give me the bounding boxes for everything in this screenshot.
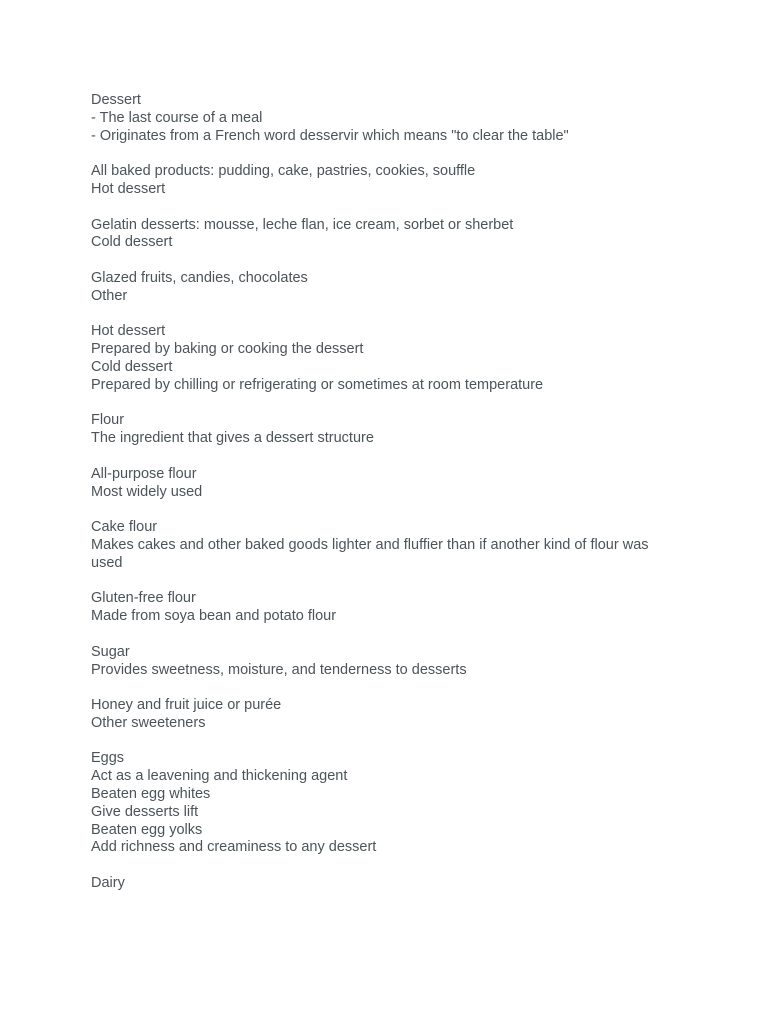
text-line: Add richness and creaminess to any dessert [91,839,377,856]
text-line: Most widely used [91,483,203,500]
text-line: Dessert [91,92,141,108]
paragraph-dessert [91,92,681,145]
text-line: Cake flour [91,519,158,536]
text-line: Flour [91,412,125,429]
text-line: Dairy [91,875,125,892]
text-line: The ingredient that gives a dessert structure [91,430,374,447]
paragraph-hot-dessert-products [91,163,681,199]
text-line: All baked products: pudding, cake, pastries, cookies, souffle [91,163,476,180]
text-line: Makes cakes and other baked goods lighter and fluffier than if another kind of flour was used [91,536,649,571]
text-line: Gelatin desserts: mousse, leche flan, ice cream, sorbet or sherbet [91,216,514,233]
text-line: Cold dessert [91,358,173,375]
text-line: Sugar [91,643,130,660]
text-line: Eggs [91,750,125,767]
text-line: Other [91,287,128,304]
paragraph-other-products [91,270,681,306]
text-line: Hot dessert [91,180,166,197]
document-body [91,92,681,911]
text-line: Made from soya bean and potato flour [91,608,337,625]
text-line: Provides sweetness, moisture, and tenderness to desserts [91,661,467,678]
paragraph-other-sweeteners [91,697,681,733]
text-line: Act as a leavening and thickening agent [91,768,348,785]
paragraph-cake-flour [91,519,681,572]
text-line: Give desserts lift [91,803,199,820]
paragraph-eggs [91,750,681,857]
text-line: Other sweeteners [91,714,206,731]
paragraph-gluten-free-flour [91,590,681,626]
text-line: Hot dessert [91,323,166,340]
paragraph-all-purpose-flour [91,466,681,502]
paragraph-cold-dessert-products [91,217,681,253]
paragraph-preparation [91,323,681,394]
text-line: All-purpose flour [91,465,197,482]
text-line: Glazed fruits, candies, chocolates [91,269,308,286]
paragraph-dairy [91,875,681,893]
text-line: Honey and fruit juice or purée [91,697,282,714]
text-line: Prepared by chilling or refrigerating or sometimes at room temperature [91,376,544,393]
text-line: Beaten egg whites [91,786,211,803]
paragraph-sugar [91,644,681,680]
paragraph-flour [91,412,681,448]
text-line: - Originates from a French word desservir which means "to clear the table" [91,127,569,144]
text-line: - The last course of a meal [91,109,263,126]
text-line: Beaten egg yolks [91,821,203,838]
text-line: Cold dessert [91,234,173,251]
text-line: Gluten-free flour [91,590,196,607]
text-line: Prepared by baking or cooking the dessert [91,341,364,358]
